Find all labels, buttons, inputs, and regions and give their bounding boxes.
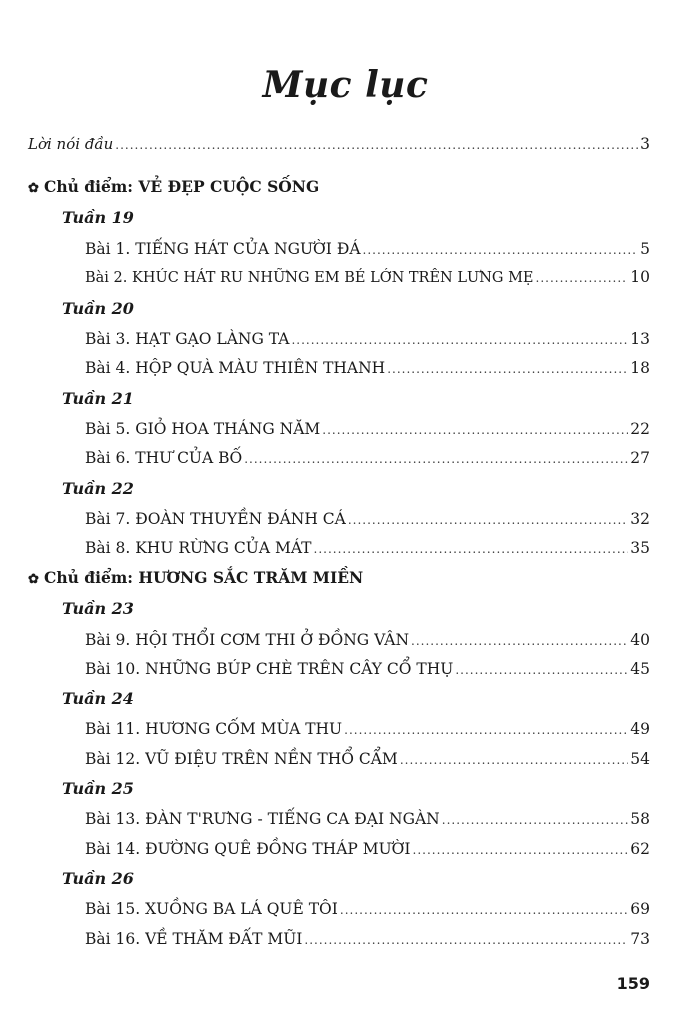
toc-entry-page: 49 bbox=[630, 720, 650, 738]
page-title: Mục lục bbox=[262, 64, 429, 106]
dot-leader bbox=[291, 329, 628, 351]
toc-entry[interactable] bbox=[85, 447, 650, 469]
toc-entry-page: 3 bbox=[640, 135, 650, 153]
toc-entry[interactable] bbox=[85, 508, 650, 530]
toc-entry[interactable] bbox=[85, 658, 650, 680]
toc-entry-label: Bài 16. VỀ THĂM ĐẤT MŨI bbox=[85, 930, 303, 948]
toc-entry-page: 5 bbox=[640, 240, 650, 258]
dot-leader bbox=[413, 839, 629, 861]
week-heading: Tuần 19 bbox=[62, 208, 134, 227]
week-heading: Tuần 23 bbox=[62, 599, 134, 618]
toc-entry-page: 62 bbox=[630, 840, 650, 858]
toc-entry-label: Bài 6. THƯ CỦA BỐ bbox=[85, 449, 243, 467]
toc-entry-preface[interactable] bbox=[28, 133, 650, 155]
week-heading: Tuần 22 bbox=[62, 479, 134, 498]
theme-heading bbox=[28, 176, 319, 198]
toc-entry[interactable] bbox=[85, 748, 650, 770]
toc-entry-label: Bài 3. HẠT GẠO LÀNG TA bbox=[85, 330, 290, 348]
theme-label: Chủ điểm: VẺ ĐẸP CUỘC SỐNG bbox=[44, 177, 320, 196]
dot-leader bbox=[363, 239, 639, 261]
toc-entry-page: 58 bbox=[630, 810, 650, 828]
week-heading: Tuần 26 bbox=[62, 869, 134, 888]
dot-leader bbox=[344, 719, 628, 741]
dot-leader bbox=[442, 809, 629, 831]
toc-entry[interactable] bbox=[85, 238, 650, 260]
toc-entry[interactable] bbox=[85, 718, 650, 740]
theme-label: Chủ điểm: HƯƠNG SẮC TRĂM MIỀN bbox=[44, 568, 364, 587]
toc-entry[interactable] bbox=[85, 418, 650, 440]
toc-entry-page: 40 bbox=[630, 631, 650, 649]
dot-leader bbox=[314, 538, 629, 560]
dot-leader bbox=[455, 659, 628, 681]
toc-entry-label: Bài 15. XUỒNG BA LÁ QUÊ TÔI bbox=[85, 900, 338, 918]
toc-entry-label: Bài 12. VŨ ĐIỆU TRÊN NỀN THỔ CẨM bbox=[85, 750, 398, 768]
toc-entry-page: 18 bbox=[630, 359, 650, 377]
week-heading: Tuần 20 bbox=[62, 299, 134, 318]
toc-entry-page: 45 bbox=[630, 660, 650, 678]
toc-entry-label: Bài 9. HỘI THỔI CƠM THI Ở ĐỒNG VÂN bbox=[85, 631, 410, 649]
toc-entry[interactable] bbox=[85, 898, 650, 920]
toc-entry-label: Bài 2. KHÚC HÁT RU NHỮNG EM BÉ LỚN TRÊN LƯNG MẸ bbox=[85, 270, 534, 286]
toc-entry-label: Bài 5. GIỎ HOA THÁNG NĂM bbox=[85, 420, 321, 438]
toc-entry-label: Lời nói đầu bbox=[28, 135, 114, 153]
toc-entry-page: 54 bbox=[630, 750, 650, 768]
toc-entry-page: 10 bbox=[630, 268, 650, 286]
toc-entry-label: Bài 4. HỘP QUÀ MÀU THIÊN THANH bbox=[85, 359, 386, 377]
toc-entry-page: 13 bbox=[630, 330, 650, 348]
dot-leader bbox=[244, 448, 628, 470]
toc-entry-page: 27 bbox=[630, 449, 650, 467]
dot-leader bbox=[387, 358, 628, 380]
toc-entry-page: 35 bbox=[630, 539, 650, 557]
toc-entry[interactable] bbox=[85, 537, 650, 559]
dot-leader bbox=[348, 509, 628, 531]
toc-entry[interactable] bbox=[85, 928, 650, 950]
week-heading: Tuần 24 bbox=[62, 689, 134, 708]
dot-leader bbox=[411, 630, 628, 652]
toc-entry-label: Bài 13. ĐÀN T'RƯNG - TIẾNG CA ĐẠI NGÀN bbox=[85, 810, 440, 828]
toc-entry-page: 22 bbox=[630, 420, 650, 438]
dot-leader bbox=[400, 749, 628, 771]
toc-entry[interactable] bbox=[85, 328, 650, 350]
dot-leader bbox=[115, 134, 638, 156]
flower-icon: ✿ bbox=[28, 572, 39, 587]
dot-leader bbox=[304, 929, 628, 951]
toc-entry-page: 69 bbox=[630, 900, 650, 918]
toc-entry-label: Bài 14. ĐƯỜNG QUÊ ĐỒNG THÁP MƯỜI bbox=[85, 840, 411, 858]
toc-entry-page: 73 bbox=[630, 930, 650, 948]
toc-entry[interactable] bbox=[85, 629, 650, 651]
dot-leader bbox=[340, 899, 628, 921]
toc-entry-label: Bài 7. ĐOÀN THUYỀN ĐÁNH CÁ bbox=[85, 510, 346, 528]
week-heading: Tuần 21 bbox=[62, 389, 134, 408]
toc-entry-label: Bài 1. TIẾNG HÁT CỦA NGƯỜI ĐÁ bbox=[85, 240, 361, 258]
toc-entry-label: Bài 8. KHU RỪNG CỦA MÁT bbox=[85, 539, 312, 557]
toc-entry[interactable] bbox=[85, 357, 650, 379]
toc-entry-label: Bài 10. NHỮNG BÚP CHÈ TRÊN CÂY CỔ THỤ bbox=[85, 660, 454, 678]
flower-icon: ✿ bbox=[28, 181, 39, 196]
theme-heading bbox=[28, 567, 363, 589]
toc-entry-label: Bài 11. HƯƠNG CỐM MÙA THU bbox=[85, 720, 343, 738]
toc-entry[interactable] bbox=[85, 838, 650, 860]
toc-entry[interactable] bbox=[85, 266, 650, 288]
toc-entry-page: 32 bbox=[630, 510, 650, 528]
dot-leader bbox=[322, 419, 628, 441]
page-number: 159 bbox=[616, 974, 650, 993]
dot-leader bbox=[536, 267, 629, 289]
week-heading: Tuần 25 bbox=[62, 779, 134, 798]
toc-entry[interactable] bbox=[85, 808, 650, 830]
